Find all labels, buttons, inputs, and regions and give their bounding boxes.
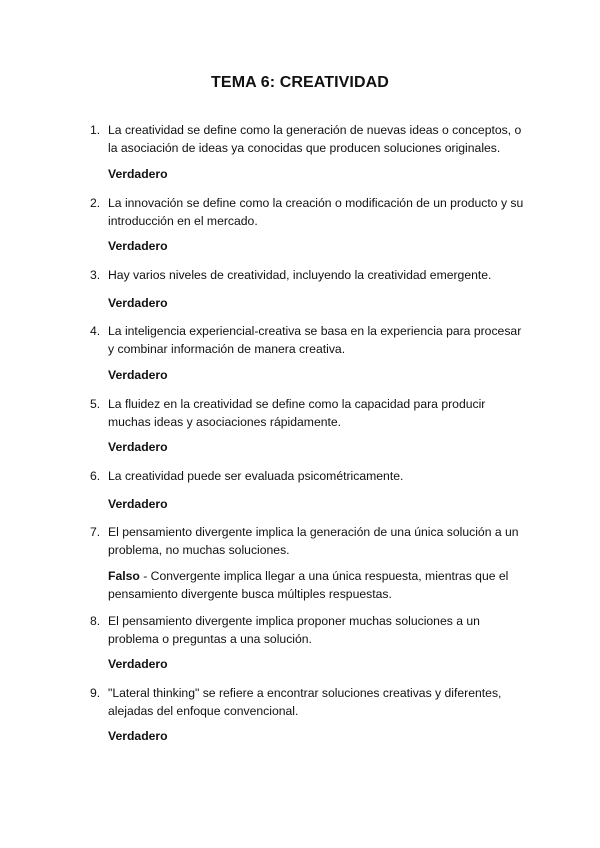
answer-8 (108, 655, 528, 673)
question-number: 4. (90, 324, 101, 338)
question-number: 6. (90, 469, 101, 483)
answer-verdict: Verdadero (108, 440, 168, 454)
answer-3 (108, 294, 528, 312)
answer-verdict: Verdadero (108, 167, 168, 181)
question-number: 2. (90, 196, 101, 210)
question-text: "Lateral thinking" se refiere a encontrar soluciones creativas y diferentes, alejadas del enfoque convencional. (108, 686, 502, 718)
answer-1 (108, 165, 528, 183)
question-text: La innovación se define como la creación o modificación de un producto y su introducción en el mercado. (108, 196, 524, 228)
question-3 (90, 266, 530, 284)
question-text: La inteligencia experiencial-creativa se basa en la experiencia para procesar y combinar información de manera creativa. (108, 324, 522, 356)
answer-verdict: Verdadero (108, 657, 168, 671)
question-text: El pensamiento divergente implica la generación de una única solución a un problema, no muchas soluciones. (108, 525, 519, 557)
question-number: 8. (90, 614, 101, 628)
answer-verdict: Verdadero (108, 729, 168, 743)
answer-verdict: Verdadero (108, 497, 168, 511)
question-8 (90, 612, 530, 648)
answer-verdict: Falso (108, 569, 140, 583)
answer-6 (108, 495, 528, 513)
question-text: La creatividad puede ser evaluada psicométricamente. (108, 469, 404, 483)
question-4 (90, 322, 530, 358)
answer-verdict: Verdadero (108, 296, 168, 310)
question-number: 5. (90, 397, 101, 411)
answer-explanation: - Convergente implica llegar a una única respuesta, mientras que el pensamiento divergente busca múltiples respuestas. (108, 569, 509, 601)
question-text: La creatividad se define como la generación de nuevas ideas o conceptos, o la asociación de ideas ya conocidas que producen soluciones originales. (108, 123, 522, 155)
question-number: 1. (90, 123, 101, 137)
answer-5 (108, 438, 528, 456)
answer-verdict: Verdadero (108, 239, 168, 253)
question-number: 7. (90, 525, 101, 539)
question-number: 9. (90, 686, 101, 700)
question-6 (90, 467, 530, 485)
question-number: 3. (90, 268, 101, 282)
question-2 (90, 194, 530, 230)
answer-9 (108, 727, 528, 745)
answer-2 (108, 237, 528, 255)
question-7 (90, 523, 530, 559)
question-text: Hay varios niveles de creatividad, incluyendo la creatividad emergente. (108, 268, 492, 282)
answer-7 (108, 567, 528, 603)
question-5 (90, 395, 530, 431)
question-text: El pensamiento divergente implica proponer muchas soluciones a un problema o preguntas a una solución. (108, 614, 480, 646)
answer-verdict: Verdadero (108, 368, 168, 382)
page-title: TEMA 6: CREATIVIDAD (211, 74, 389, 91)
question-1 (90, 121, 530, 157)
question-9 (90, 684, 530, 720)
answer-4 (108, 366, 528, 384)
question-text: La fluidez en la creatividad se define como la capacidad para producir muchas ideas y asociaciones rápidamente. (108, 397, 486, 429)
